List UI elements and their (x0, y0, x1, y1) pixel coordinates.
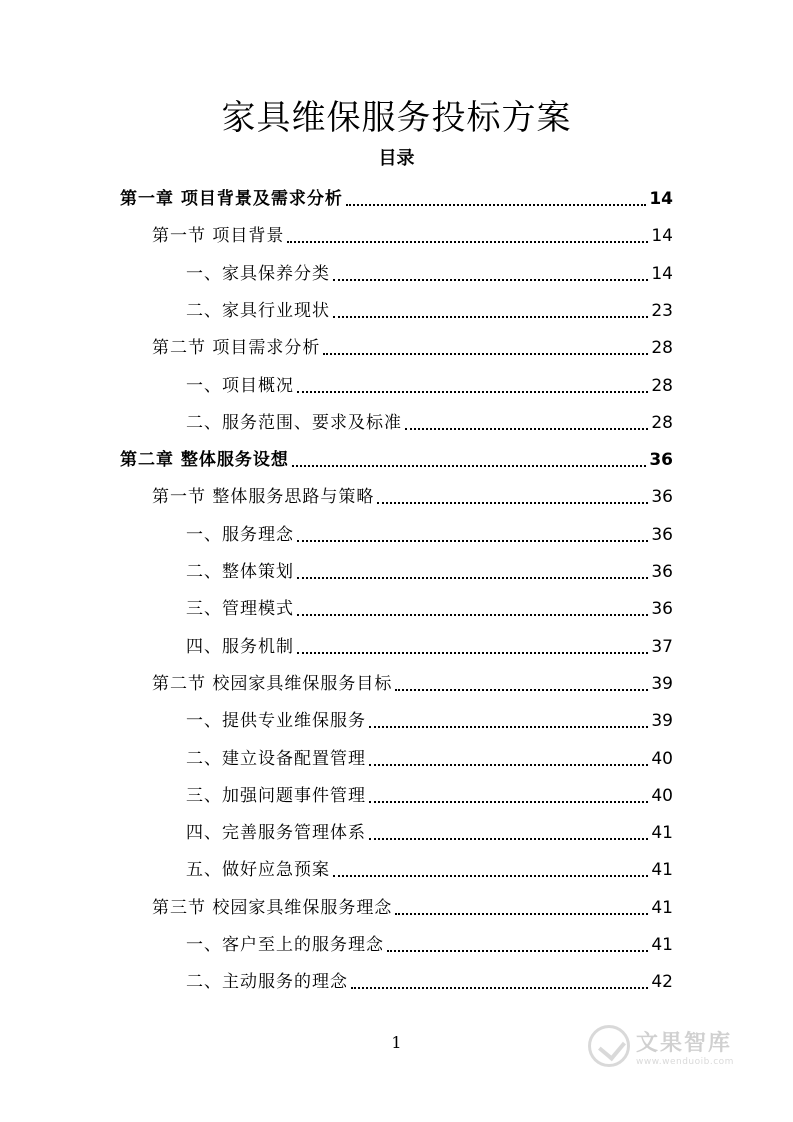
toc-subsection-entry[interactable] (186, 782, 673, 810)
toc-entry-page: 40 (651, 785, 673, 806)
toc-dot-leader (346, 203, 646, 206)
toc-dot-leader (333, 278, 648, 281)
toc-section-entry[interactable] (152, 483, 673, 511)
toc-dot-leader (369, 725, 648, 728)
toc-entry-label: 三、加强问题事件管理 (186, 785, 366, 806)
toc-entry-label: 二、服务范围、要求及标准 (186, 412, 402, 433)
toc-entry-label: 第一节 项目背景 (152, 226, 285, 247)
toc-dot-leader (297, 539, 648, 542)
toc-heading: 目录 (378, 148, 415, 169)
toc-entry-label: 一、提供专业维保服务 (186, 711, 366, 732)
page-number: 1 (391, 1033, 402, 1052)
toc-entry-page: 28 (651, 412, 673, 433)
toc-entry-page: 39 (651, 673, 673, 694)
toc-section-entry[interactable] (152, 894, 673, 922)
toc-dot-leader (333, 315, 648, 318)
toc-dot-leader (351, 986, 648, 989)
toc-dot-leader (369, 763, 648, 766)
watermark-logo (588, 1022, 763, 1070)
toc-entry-page: 40 (651, 748, 673, 769)
toc-entry-page: 36 (649, 450, 673, 471)
toc-subsection-entry[interactable] (186, 856, 673, 884)
toc-entry-label: 二、建立设备配置管理 (186, 748, 366, 769)
toc-entry-page: 41 (651, 823, 673, 844)
toc-entry-page: 36 (651, 524, 673, 545)
toc-entry-page: 41 (651, 935, 673, 955)
toc-entry-label: 一、项目概况 (186, 375, 294, 396)
toc-dot-leader (387, 949, 648, 952)
toc-chapter-entry[interactable] (120, 185, 673, 213)
toc-entry-label: 第二章 整体服务设想 (120, 450, 289, 471)
toc-entry-page: 39 (651, 711, 673, 732)
watermark-name: 文果智库 (636, 1030, 733, 1056)
toc-entry-label: 第三节 校园家具维保服务理念 (152, 897, 393, 918)
toc-dot-leader (369, 837, 648, 840)
toc-entry-page: 14 (651, 226, 673, 247)
toc-subsection-entry[interactable] (186, 931, 673, 959)
watermark-url: www.wenduoib.com (636, 1056, 734, 1067)
toc-entry-label: 第二节 项目需求分析 (152, 338, 321, 359)
toc-dot-leader (297, 613, 648, 616)
toc-entry-label: 二、主动服务的理念 (186, 972, 348, 993)
toc-dot-leader (369, 800, 648, 803)
toc-dot-leader (333, 874, 648, 877)
check-leaf-icon (588, 1025, 630, 1067)
toc-dot-leader (297, 651, 648, 654)
toc-entry-page: 41 (651, 860, 673, 881)
toc-section-entry[interactable] (152, 334, 673, 362)
toc-subsection-entry[interactable] (186, 595, 673, 623)
toc-entry-label: 一、家具保养分类 (186, 263, 330, 284)
toc-entry-page: 36 (651, 599, 673, 620)
toc-subsection-entry[interactable] (186, 745, 673, 773)
toc-entry-page: 23 (651, 300, 673, 321)
toc-entry-label: 三、管理模式 (186, 599, 294, 620)
toc-entry-label: 四、完善服务管理体系 (186, 823, 366, 844)
toc-entry-label: 四、服务机制 (186, 636, 294, 657)
toc-subsection-entry[interactable] (186, 633, 673, 661)
toc-subsection-entry[interactable] (186, 558, 673, 586)
toc-entry-label: 第一章 项目背景及需求分析 (120, 189, 343, 209)
toc-subsection-entry[interactable] (186, 372, 673, 400)
toc-entry-page: 41 (651, 897, 673, 918)
toc-dot-leader (297, 576, 648, 579)
toc-dot-leader (395, 688, 648, 691)
toc-entry-page: 42 (651, 972, 673, 993)
toc-subsection-entry[interactable] (186, 707, 673, 735)
toc-entry-page: 36 (651, 562, 673, 582)
toc-entry-page: 14 (649, 189, 673, 209)
toc-entry-label: 一、客户至上的服务理念 (186, 935, 384, 955)
toc-dot-leader (287, 240, 648, 243)
toc-entry-page: 28 (651, 338, 673, 359)
toc-entry-page: 14 (651, 263, 673, 284)
toc-dot-leader (323, 352, 648, 355)
toc-entry-page: 37 (651, 636, 673, 657)
toc-subsection-entry[interactable] (186, 409, 673, 437)
toc-entry-page: 28 (651, 375, 673, 396)
toc-dot-leader (292, 464, 646, 467)
toc-dot-leader (377, 501, 648, 504)
toc-dot-leader (395, 912, 648, 915)
toc-entry-label: 第一节 整体服务思路与策略 (152, 487, 375, 508)
toc-entry-label: 一、服务理念 (186, 524, 294, 545)
toc-chapter-entry[interactable] (120, 446, 673, 474)
toc-entry-label: 二、家具行业现状 (186, 300, 330, 321)
toc-entry-label: 二、整体策划 (186, 562, 294, 582)
toc-dot-leader (297, 390, 648, 393)
toc-entry-label: 第二节 校园家具维保服务目标 (152, 673, 393, 694)
toc-subsection-entry[interactable] (186, 521, 673, 549)
toc-subsection-entry[interactable] (186, 819, 673, 847)
toc-section-entry[interactable] (152, 670, 673, 698)
toc-entry-label: 五、做好应急预案 (186, 860, 330, 881)
toc-section-entry[interactable] (152, 222, 673, 250)
toc-entry-page: 36 (651, 487, 673, 508)
toc-dot-leader (405, 427, 648, 430)
toc-subsection-entry[interactable] (186, 260, 673, 288)
document-title: 家具维保服务投标方案 (221, 98, 572, 138)
toc-subsection-entry[interactable] (186, 297, 673, 325)
toc-subsection-entry[interactable] (186, 968, 673, 996)
